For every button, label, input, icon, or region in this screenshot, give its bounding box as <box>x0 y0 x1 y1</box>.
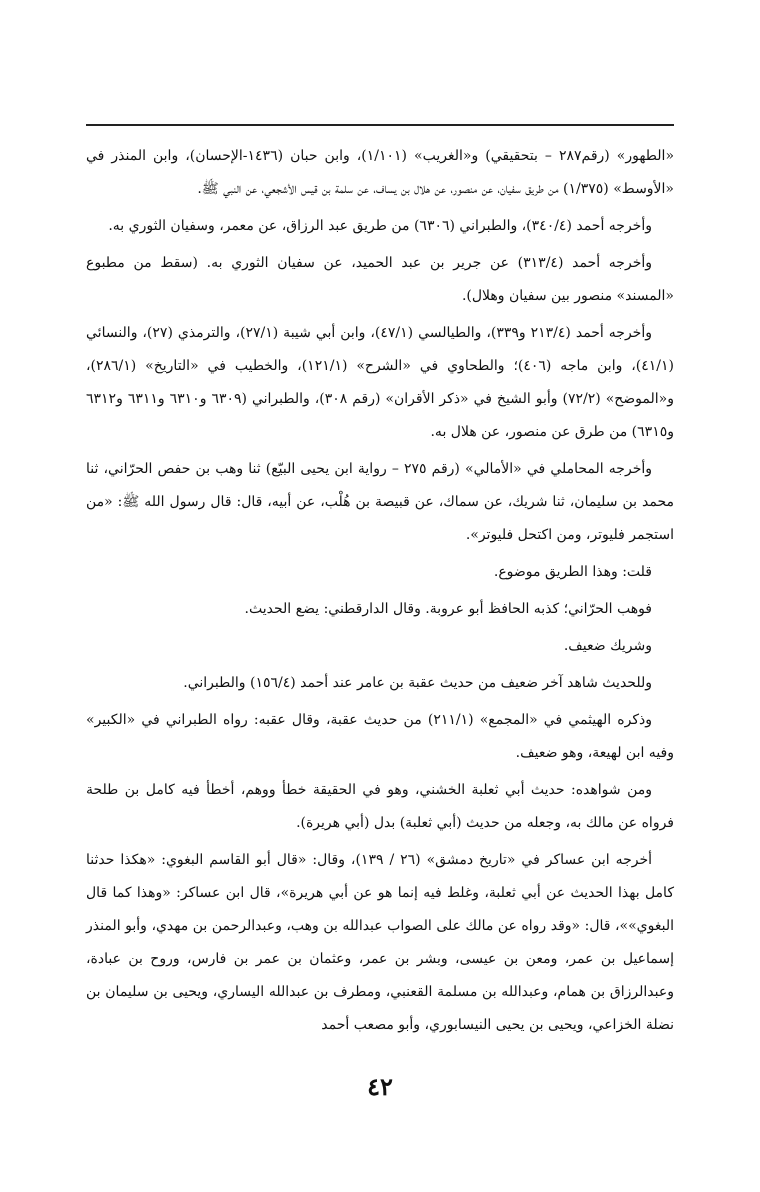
footnote-paragraph: وأخرجه أحمد (٣١٣/٤) عن جرير بن عبد الحميد، عن سفيان الثوري به. (سقط من مطبوع «المسند» منصور بين سفيان وهلال). <box>86 255 674 304</box>
footnote-paragraph: وأخرجه المحاملي في «الأمالي» (رقم ٢٧٥ – رواية ابن يحيى البيّع) ثنا وهب بن حفص الحرّاني، ثنا محمد بن سليمان، ثنا شريك، عن سماك، عن قبيصة بن هُلْب، عن أبيه، قال: قال رسول الله ﷺ: «من استجمر فليوتر، ومن اكتحل فليوتر». <box>86 461 674 543</box>
footnote-paragraph: قلت: وهذا الطريق موضوع. <box>493 564 652 580</box>
footnotes-block <box>86 140 674 1046</box>
footnote-paragraph: وشريك ضعيف. <box>563 638 652 654</box>
footnote-paragraph: «الطهور» (رقم٢٨٧ – بتحقيقي) و«الغريب» (١/١٠١)، وابن حبان (١٤٣٦-الإحسان)، وابن المنذر في «الأوسط» (١/٣٧٥) من طريق سفيان، عن منصور، عن هلال بن يساف، عن سلمة بن قيس الأشجعي، عن النبي ﷺ. <box>86 148 675 197</box>
footnote-paragraph: فوهب الحرّاني؛ كذبه الحافظ أبو عروبة. وقال الدارقطني: يضع الحديث. <box>244 601 652 617</box>
page-number: ٤٢ <box>367 1072 393 1101</box>
footnote-paragraph: وأخرجه أحمد (٢١٣/٤ و٣٣٩)، والطيالسي (٤٧/١)، وابن أبي شيبة (٢٧/١)، والترمذي (٢٧)، والنسائي (٤١/١)، وابن ماجه (٤٠٦)؛ والطحاوي في «الشرح» (١٢١/١)، والخطيب في «التاريخ» (٢٨٦/١)، و«الموضح» (٧٢/٢) وأبو الشيخ في «ذكر الأقران» (رقم ٣٠٨)، والطبراني (٦٣٠٩ و٦٣١٠ و٦٣١١ و٦٣١٢ و٦٣١٥) من طرق عن منصور، عن هلال به. <box>86 325 675 440</box>
footnote-paragraph: وذكره الهيثمي في «المجمع» (٢١١/١) من حديث عقبة، وقال عقبه: رواه الطبراني في «الكبير» وفيه ابن لهيعة، وهو ضعيف. <box>86 712 674 761</box>
footnote-paragraph: وللحديث شاهد آخر ضعيف من حديث عقبة بن عامر عند أحمد (١٥٦/٤) والطبراني. <box>183 675 652 691</box>
footnote-paragraph: وأخرجه أحمد (٣٤٠/٤)، والطبراني (٦٣٠٦) من طريق عبد الرزاق، عن معمر، وسفيان الثوري به. <box>108 218 652 234</box>
footnote-paragraph: أخرجه ابن عساكر في «تاريخ دمشق» (٢٦ / ١٣٩)، وقال: «قال أبو القاسم البغوي: «هكذا حدثنا كامل بهذا الحديث عن أبي ثعلبة، وغلط فيه إنما هو عن أبي هريرة»، قال ابن عساكر: «وهذا كما قال البغوي»»، قال: «وقد رواه عن مالك على الصواب عبدالله بن وهب، وعبدالرحمن بن مهدي، وأبو المنذر إسماعيل بن عمر، ومعن بن عيسى، وبشر بن عمر، وعثمان بن عمر بن فارس، وروح بن عبادة، وعبدالرزاق بن همام، وعبدالله بن مسلمة القعنبي، ومطرف بن عبدالله اليساري، ويحيى بن سليمان بن نضلة الخزاعي، ويحيى بن يحيى النيسابوري، وأبو مصعب أحمد <box>86 852 674 1033</box>
footnote-paragraph: ومن شواهده: حديث أبي ثعلبة الخشني، وهو في الحقيقة خطأ ووهم، أخطأ فيه كامل بن طلحة فرواه عن مالك به، وجعله من حديث (أبي ثعلبة) بدل (أبي هريرة). <box>86 782 674 831</box>
footnote-separator-line <box>86 124 674 126</box>
